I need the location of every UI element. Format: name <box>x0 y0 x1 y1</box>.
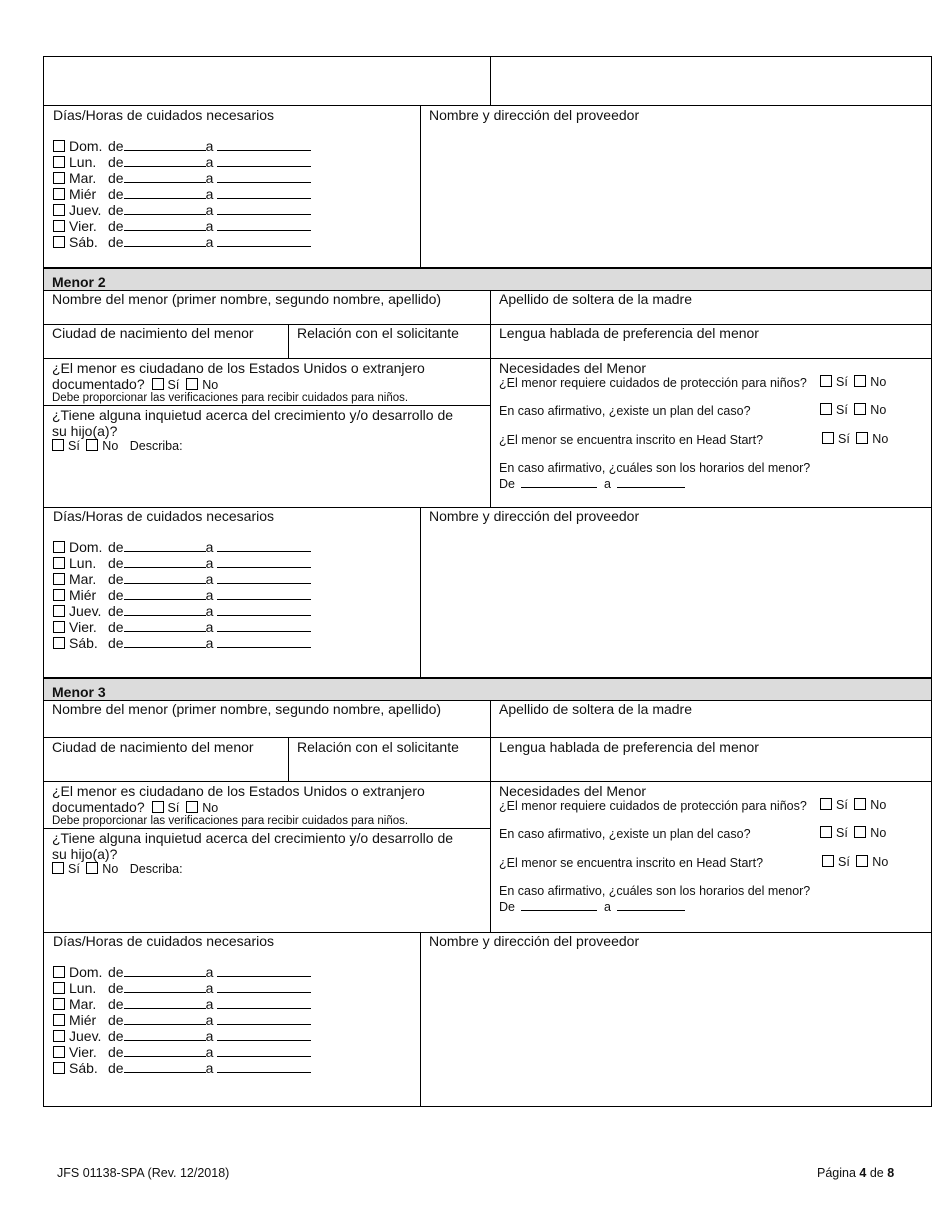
citizen-no-checkbox[interactable] <box>186 378 198 390</box>
day-checkbox[interactable] <box>53 589 65 601</box>
day-row <box>53 635 311 651</box>
from-time-field[interactable] <box>124 218 206 231</box>
provider-label: Nombre y dirección del proveedor <box>429 107 640 123</box>
to-label: a <box>205 635 214 651</box>
to-label: a <box>205 1028 214 1044</box>
from-label: de <box>108 603 124 619</box>
mother-maiden-label: Apellido de soltera de la madre <box>499 291 693 307</box>
day-checkbox[interactable] <box>53 621 65 633</box>
day-row <box>53 1044 311 1060</box>
from-label: de <box>108 996 124 1012</box>
to-time-field[interactable] <box>217 571 311 584</box>
day-name: Miér <box>69 1012 97 1028</box>
birth-city-label: Ciudad de nacimiento del menor <box>52 739 254 755</box>
head-start-yes-no: Sí No <box>822 855 888 870</box>
from-time-field[interactable] <box>124 980 206 993</box>
concern-yes-checkbox[interactable] <box>52 439 64 451</box>
from-time-field[interactable] <box>124 202 206 215</box>
from-time-field[interactable] <box>124 571 206 584</box>
day-name: Juev. <box>69 1028 102 1044</box>
from-time-field[interactable] <box>124 1012 206 1025</box>
case-plan-question: En caso afirmativo, ¿existe un plan del caso? <box>499 827 751 841</box>
case-plan-yes-no: Sí No <box>820 403 886 418</box>
from-time-field[interactable] <box>124 138 206 151</box>
from-label: de <box>108 571 124 587</box>
to-label: a <box>205 1044 214 1060</box>
day-row <box>53 202 311 218</box>
day-name: Dom. <box>69 138 103 154</box>
concern-question: ¿Tiene alguna inquietud acerca del crecimiento y/o desarrollo de <box>52 407 454 423</box>
concern-question: ¿Tiene alguna inquietud acerca del crecimiento y/o desarrollo de <box>52 830 454 846</box>
days-hours-label: Días/Horas de cuidados necesarios <box>53 933 275 949</box>
to-time-field[interactable] <box>217 138 311 151</box>
case-plan-yes-checkbox[interactable] <box>820 826 832 838</box>
from-time-field[interactable] <box>124 964 206 977</box>
schedule-row: De a <box>499 898 685 915</box>
to-label: a <box>205 1012 214 1028</box>
days-hours-label: Días/Horas de cuidados necesarios <box>53 508 275 524</box>
to-time-field[interactable] <box>217 980 311 993</box>
from-time-field[interactable] <box>124 154 206 167</box>
to-label: a <box>205 603 214 619</box>
day-checkbox[interactable] <box>53 1030 65 1042</box>
schedule-to-field[interactable] <box>617 475 685 488</box>
from-time-field[interactable] <box>124 1044 206 1057</box>
day-name: Lun. <box>69 555 97 571</box>
day-name: Lun. <box>69 154 97 170</box>
to-label: a <box>205 980 214 996</box>
schedule-question: En caso afirmativo, ¿cuáles son los horarios del menor? <box>499 461 811 475</box>
from-time-field[interactable] <box>124 170 206 183</box>
from-label: de <box>108 202 124 218</box>
to-label: a <box>205 170 214 186</box>
day-row <box>53 996 311 1012</box>
head-start-no-checkbox[interactable] <box>856 432 868 444</box>
head-start-yes-checkbox[interactable] <box>822 855 834 867</box>
form-id: JFS 01138-SPA (Rev. 12/2018) <box>57 1166 230 1180</box>
child-name-label: Nombre del menor (primer nombre, segundo nombre, apellido) <box>52 701 442 717</box>
case-plan-yes-no: Sí No <box>820 826 886 841</box>
citizen-no-checkbox[interactable] <box>186 801 198 813</box>
day-name: Vier. <box>69 619 97 635</box>
day-row <box>53 619 311 635</box>
page-number: Página 4 de 8 <box>817 1166 895 1180</box>
section-title: Menor 3 <box>52 684 106 700</box>
citizen-yes-checkbox[interactable] <box>152 378 164 390</box>
language-label: Lengua hablada de preferencia del menor <box>499 325 759 341</box>
to-time-field[interactable] <box>217 218 311 231</box>
to-time-field[interactable] <box>217 186 311 199</box>
day-checkbox[interactable] <box>53 982 65 994</box>
head-start-question: ¿El menor se encuentra inscrito en Head Start? <box>499 856 764 870</box>
schedule-question: En caso afirmativo, ¿cuáles son los horarios del menor? <box>499 884 811 898</box>
to-label: a <box>205 587 214 603</box>
schedule-from-field[interactable] <box>521 475 597 488</box>
from-time-field[interactable] <box>124 1060 206 1073</box>
from-label: de <box>108 1060 124 1076</box>
schedule-from-field[interactable] <box>521 898 597 911</box>
day-name: Miér <box>69 186 97 202</box>
day-name: Mar. <box>69 170 97 186</box>
to-label: a <box>205 218 214 234</box>
protection-no-checkbox[interactable] <box>854 798 866 810</box>
to-label: a <box>205 186 214 202</box>
day-checkbox[interactable] <box>53 172 65 184</box>
from-label: de <box>108 1044 124 1060</box>
to-label: a <box>205 571 214 587</box>
day-name: Vier. <box>69 218 97 234</box>
from-label: de <box>108 964 124 980</box>
schedule-to-field[interactable] <box>617 898 685 911</box>
from-label: de <box>108 555 124 571</box>
concern-answer-row: Sí No Describa: <box>52 439 183 454</box>
day-checkbox[interactable] <box>53 605 65 617</box>
head-start-question: ¿El menor se encuentra inscrito en Head Start? <box>499 433 764 447</box>
case-plan-question: En caso afirmativo, ¿existe un plan del caso? <box>499 404 751 418</box>
from-time-field[interactable] <box>124 1028 206 1041</box>
day-row <box>53 1012 311 1028</box>
to-label: a <box>205 234 214 250</box>
to-label: a <box>205 202 214 218</box>
from-label: de <box>108 587 124 603</box>
verification-note: Debe proporcionar las verificaciones para recibir cuidados para niños. <box>52 815 409 827</box>
case-plan-yes-checkbox[interactable] <box>820 403 832 415</box>
day-row <box>53 980 311 996</box>
day-checkbox[interactable] <box>53 188 65 200</box>
language-label: Lengua hablada de preferencia del menor <box>499 739 759 755</box>
head-start-yes-checkbox[interactable] <box>822 432 834 444</box>
from-time-field[interactable] <box>124 539 206 552</box>
to-time-field[interactable] <box>217 964 311 977</box>
from-time-field[interactable] <box>124 635 206 648</box>
needs-title: Necesidades del Menor <box>499 783 647 799</box>
day-name: Mar. <box>69 996 97 1012</box>
child-name-label: Nombre del menor (primer nombre, segundo nombre, apellido) <box>52 291 442 307</box>
day-checkbox[interactable] <box>53 140 65 152</box>
to-label: a <box>205 154 214 170</box>
to-time-field[interactable] <box>217 170 311 183</box>
day-name: Juev. <box>69 603 102 619</box>
day-name: Sáb. <box>69 635 98 651</box>
from-label: de <box>108 635 124 651</box>
day-row <box>53 218 311 234</box>
mother-maiden-label: Apellido de soltera de la madre <box>499 701 693 717</box>
from-label: de <box>108 218 124 234</box>
top-blank-divider <box>490 56 491 106</box>
verification-note: Debe proporcionar las verificaciones para recibir cuidados para niños. <box>52 392 409 404</box>
day-row <box>53 603 311 619</box>
day-row <box>53 1028 311 1044</box>
to-time-field[interactable] <box>217 1028 311 1041</box>
from-time-field[interactable] <box>124 619 206 632</box>
to-label: a <box>205 539 214 555</box>
to-label: a <box>205 964 214 980</box>
to-time-field[interactable] <box>217 619 311 632</box>
to-time-field[interactable] <box>217 1060 311 1073</box>
day-row <box>53 154 311 170</box>
from-label: de <box>108 1012 124 1028</box>
concern-no-checkbox[interactable] <box>86 862 98 874</box>
concern-yes-checkbox[interactable] <box>52 862 64 874</box>
days-hours-label: Días/Horas de cuidados necesarios <box>53 107 275 123</box>
citizen-question-cont: documentado? Sí No <box>52 376 219 392</box>
relationship-label: Relación con el solicitante <box>297 325 459 341</box>
from-label: de <box>108 619 124 635</box>
day-row <box>53 571 311 587</box>
day-name: Miér <box>69 587 97 603</box>
day-checkbox[interactable] <box>53 541 65 553</box>
to-label: a <box>205 996 214 1012</box>
to-time-field[interactable] <box>217 1044 311 1057</box>
day-name: Sáb. <box>69 234 98 250</box>
day-checkbox[interactable] <box>53 557 65 569</box>
day-checkbox[interactable] <box>53 573 65 585</box>
provider-label: Nombre y dirección del proveedor <box>429 508 640 524</box>
from-time-field[interactable] <box>124 555 206 568</box>
protection-question: ¿El menor requiere cuidados de protección para niños? <box>499 799 807 813</box>
needs-title: Necesidades del Menor <box>499 360 647 376</box>
day-row <box>53 1060 311 1076</box>
day-row <box>53 138 311 154</box>
day-row <box>53 587 311 603</box>
to-time-field[interactable] <box>217 1012 311 1025</box>
protection-yes-checkbox[interactable] <box>820 798 832 810</box>
to-time-field[interactable] <box>217 587 311 600</box>
top-blank-row <box>43 56 932 106</box>
from-label: de <box>108 138 124 154</box>
to-time-field[interactable] <box>217 996 311 1009</box>
to-time-field[interactable] <box>217 555 311 568</box>
day-checkbox[interactable] <box>53 204 65 216</box>
from-label: de <box>108 154 124 170</box>
case-plan-no-checkbox[interactable] <box>854 403 866 415</box>
to-time-field[interactable] <box>217 234 311 247</box>
protection-question: ¿El menor requiere cuidados de protección para niños? <box>499 376 807 390</box>
relationship-label: Relación con el solicitante <box>297 739 459 755</box>
day-name: Mar. <box>69 571 97 587</box>
day-row <box>53 186 311 202</box>
concern-question-cont: su hijo(a)? <box>52 423 118 439</box>
from-label: de <box>108 539 124 555</box>
concern-answer-row: Sí No Describa: <box>52 862 183 877</box>
from-label: de <box>108 234 124 250</box>
to-time-field[interactable] <box>217 635 311 648</box>
day-name: Dom. <box>69 539 103 555</box>
day-row <box>53 964 311 980</box>
from-label: de <box>108 1028 124 1044</box>
from-time-field[interactable] <box>124 603 206 616</box>
day-row <box>53 170 311 186</box>
case-plan-no-checkbox[interactable] <box>854 826 866 838</box>
day-name: Vier. <box>69 1044 97 1060</box>
day-checkbox[interactable] <box>53 966 65 978</box>
to-time-field[interactable] <box>217 603 311 616</box>
concern-question-cont: su hijo(a)? <box>52 846 118 862</box>
from-time-field[interactable] <box>124 587 206 600</box>
to-label: a <box>205 555 214 571</box>
citizen-question: ¿El menor es ciudadano de los Estados Unidos o extranjero <box>52 783 425 799</box>
citizen-yes-checkbox[interactable] <box>152 801 164 813</box>
protection-no-checkbox[interactable] <box>854 375 866 387</box>
head-start-yes-no: Sí No <box>822 432 888 447</box>
from-label: de <box>108 980 124 996</box>
concern-no-checkbox[interactable] <box>86 439 98 451</box>
day-checkbox[interactable] <box>53 1062 65 1074</box>
day-name: Sáb. <box>69 1060 98 1076</box>
to-label: a <box>205 619 214 635</box>
day-name: Juev. <box>69 202 102 218</box>
provider-label: Nombre y dirección del proveedor <box>429 933 640 949</box>
day-checkbox[interactable] <box>53 1014 65 1026</box>
to-time-field[interactable] <box>217 539 311 552</box>
protection-yes-no: Sí No <box>820 375 886 390</box>
to-time-field[interactable] <box>217 202 311 215</box>
section-title: Menor 2 <box>52 274 106 290</box>
day-checkbox[interactable] <box>53 156 65 168</box>
day-row <box>53 539 311 555</box>
day-checkbox[interactable] <box>53 1046 65 1058</box>
day-checkbox[interactable] <box>53 637 65 649</box>
day-row <box>53 234 311 250</box>
from-time-field[interactable] <box>124 234 206 247</box>
day-checkbox[interactable] <box>53 220 65 232</box>
day-name: Lun. <box>69 980 97 996</box>
day-checkbox[interactable] <box>53 236 65 248</box>
to-label: a <box>205 1060 214 1076</box>
to-time-field[interactable] <box>217 154 311 167</box>
schedule-row: De a <box>499 475 685 492</box>
to-label: a <box>205 138 214 154</box>
citizen-question: ¿El menor es ciudadano de los Estados Unidos o extranjero <box>52 360 425 376</box>
citizen-question-cont: documentado? Sí No <box>52 799 219 815</box>
from-time-field[interactable] <box>124 186 206 199</box>
from-label: de <box>108 170 124 186</box>
from-time-field[interactable] <box>124 996 206 1009</box>
protection-yes-no: Sí No <box>820 798 886 813</box>
from-label: de <box>108 186 124 202</box>
day-row <box>53 555 311 571</box>
protection-yes-checkbox[interactable] <box>820 375 832 387</box>
day-name: Dom. <box>69 964 103 980</box>
head-start-no-checkbox[interactable] <box>856 855 868 867</box>
birth-city-label: Ciudad de nacimiento del menor <box>52 325 254 341</box>
day-checkbox[interactable] <box>53 998 65 1010</box>
